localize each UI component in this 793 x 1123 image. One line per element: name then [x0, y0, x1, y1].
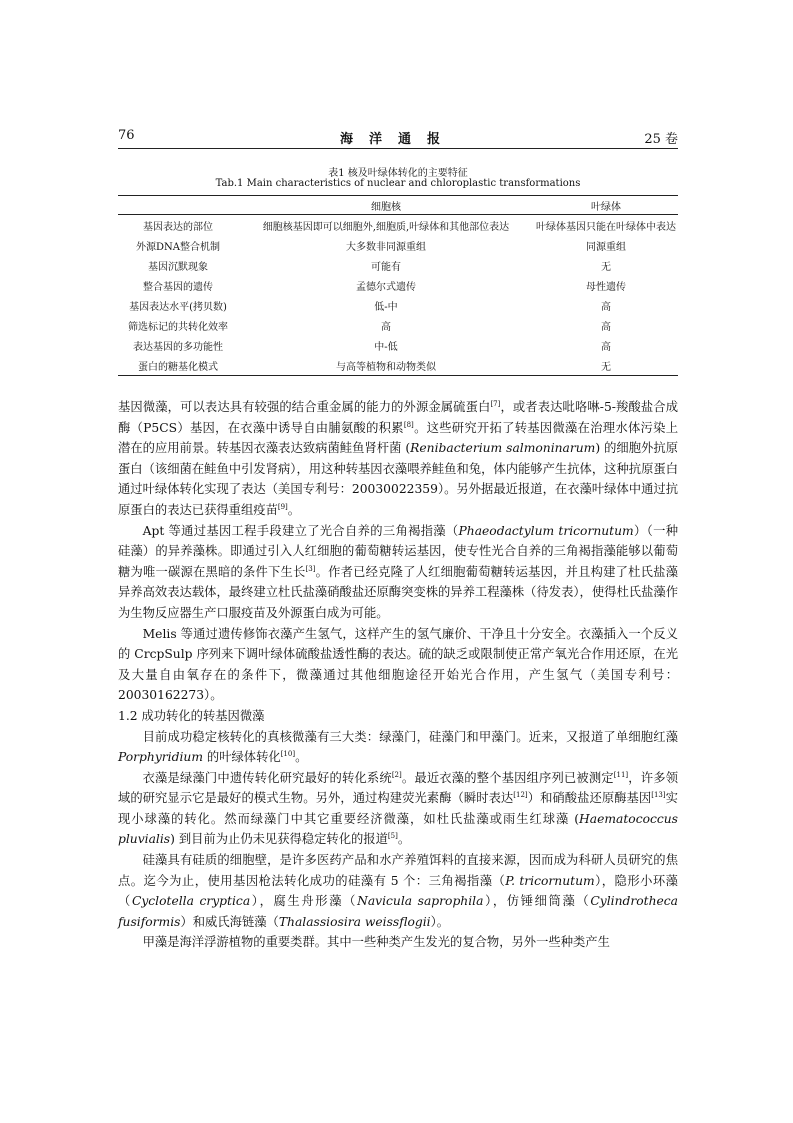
paragraph: Melis 等通过遗传修饰衣藻产生氢气，这样产生的氢气廉价、干净且十分安全。衣藻插入一个反义的 CrcpSulp 序列来下调叶绿体硫酸盐透性酶的表达。硫的缺乏或限制使正常产氧光合作用还原，在光及大量自由氧存在的条件下，微藻通过其他细胞途径开始光合作用，产生氢气（美国专利号：20030162273）。 — [118, 626, 678, 703]
table-cell: 细胞核基因即可以细胞外,细胞质,叶绿体和其他部位表达 — [262, 221, 510, 233]
species-name: Cyclotella cryptica — [131, 894, 251, 909]
table-cell: 基因表达的部位 — [143, 221, 213, 233]
column-header — [118, 196, 238, 215]
species-name: Phaeodactylum tricornutum — [458, 523, 634, 538]
header-rule — [118, 148, 678, 149]
table-cell: 蛋白的糖基化模式 — [118, 355, 238, 376]
paragraph: 甲藻是海洋浮游植物的重要类群。其中一些种类产生发光的复合物，另外一些种类产生 — [142, 935, 610, 950]
column-header: 叶绿体 — [534, 196, 678, 215]
table-row — [118, 355, 678, 376]
paragraph: 衣藻是绿藻门中遗传转化研究最好的转化系统[2]。最近衣藻的整个基因组序列已被测定[11]，许多领域的研究显示它是最好的模式生物。另外，通过构建荧光素酶（瞬时表达[12]）和硝酸盐还原酶基因[13]实现小球藻的转化。然而绿藻门中其它重要经济微藻，如杜氏盐藻或雨生红球藻 (Haematococcus pluvialis) 到目前为止仍未见获得稳定转化的报道[5]。 — [118, 770, 678, 847]
paragraph: Apt 等通过基因工程手段建立了光合自养的三角褐指藻（Phaeodactylum tricornutum）（一种硅藻）的异养藻株。即通过引入人红细胞的葡萄糖转运基因，使专性光合自养的三角褐指藻能够以葡萄糖为唯一碳源在黑暗的条件下生长[3]。作者已经克隆了人红细胞葡萄糖转运基因，并且构建了杜氏盐藻异养高效表达载体，最终建立杜氏盐藻硝酸盐还原酶突变株的异养工程藻株（待发表），使得杜氏盐藻作为生物反应器生产口服疫苗及外源蛋白成为可能。 — [118, 523, 678, 620]
citation: [11] — [613, 770, 629, 779]
table-cell: 外源DNA整合机制 — [136, 241, 220, 253]
table-cell: 高 — [381, 321, 391, 333]
paragraph: 基因微藻，可以表达具有较强的结合重金属的能力的外源金属硫蛋白[7]，或者表达吡咯啉-5-羧酸盐合成酶（P5CS）基因，在衣藻中诱导自由脯氨酸的积累[8]。这些研究开拓了转基因微藻在治理水体污染上潜在的应用前景。转基因衣藻表达致病菌鲑鱼肾杆菌 (Renibacterium salmoninarum) 的细胞外抗原蛋白（该细菌在鲑鱼中引发肾病），用这种转基因衣藻喂养鲑鱼和兔，体内能够产生抗体，这种抗原蛋白通过叶绿体转化实现了表达（美国专利号：20030022359）。另外据最近报道，在衣藻叶绿体中通过抗原蛋白的表达已获得重组疫苗[9]。 — [118, 400, 678, 517]
table-cell: 无 — [601, 261, 611, 273]
table-cell: 高 — [601, 321, 611, 333]
table-cell: 基因表达水平(拷贝数) — [129, 301, 227, 313]
table-cell: 与高等植物和动物类似 — [238, 355, 534, 376]
citation: [2] — [391, 770, 402, 779]
table-row — [118, 275, 678, 295]
table-cell: 无 — [534, 355, 678, 376]
table-cell: 整合基因的遗传 — [143, 281, 213, 293]
table-row — [118, 295, 678, 315]
table-cell: 孟德尔式遗传 — [356, 281, 416, 293]
table-cell: 高 — [601, 341, 611, 353]
table-row — [118, 335, 678, 355]
table-cell: 可能有 — [371, 261, 401, 273]
species-name: Haematococcus pluvialis — [118, 811, 678, 847]
citation: [3] — [305, 564, 316, 573]
citation: [8] — [403, 420, 414, 429]
paragraph: 目前成功稳定核转化的真核微藻有三大类：绿藻门，硅藻门和甲藻门。近来，又报道了单细胞红藻 Porphyridium 的叶绿体转化[10]。 — [118, 729, 678, 765]
table-cell: 基因沉默现象 — [148, 261, 208, 273]
citation: [9] — [277, 502, 288, 511]
table-cell: 母性遗传 — [586, 281, 626, 293]
column-header: 细胞核 — [238, 196, 534, 215]
table-cell: 低-中 — [374, 301, 398, 313]
running-header — [118, 128, 678, 148]
page-number: 76 — [118, 128, 135, 143]
table-cell: 高 — [601, 301, 611, 313]
table-cell: 筛选标记的共转化效率 — [128, 321, 228, 333]
volume-label: 25 卷 — [644, 132, 678, 147]
species-name: Thalassiosira weissflogii — [278, 914, 431, 929]
citation: [5] — [387, 832, 398, 841]
species-name: P. tricornutum — [505, 873, 595, 888]
table-caption-en: Tab.1 Main characteristics of nuclear and chloroplastic transformations — [215, 178, 581, 189]
table-row — [118, 235, 678, 255]
citation: [12] — [513, 791, 528, 800]
table-cell: 大多数非同源重组 — [346, 241, 426, 253]
table-row — [118, 255, 678, 275]
table-cell: 表达基因的多功能性 — [133, 341, 223, 353]
species-name: Renibacterium salmoninarum — [410, 441, 596, 456]
table-header-row — [118, 196, 678, 215]
species-name: Porphyridium — [118, 750, 203, 765]
journal-title: 海洋通报 — [339, 132, 456, 147]
table-cell: 叶绿体基因只能在叶绿体中表达 — [536, 221, 676, 233]
characteristics-table — [118, 196, 678, 376]
table-row — [118, 315, 678, 335]
species-name: Navicula saprophila — [357, 894, 484, 909]
citation: [13] — [651, 791, 666, 800]
paragraph: 硅藻具有硅质的细胞壁，是许多医药产品和水产养殖饵料的直接来源，因而成为科研人员研究的焦点。迄今为止，使用基因枪法转化成功的硅藻有 5 个：三角褐指藻（P. tricornutum），隐形小环藻（Cyclotella cryptica），腐生舟形藻（Navicula saprophila），仿锤细筒藻（Cylindrotheca fusiformis）和威氏海链藻（Thalassiosira weissflogii）。 — [118, 853, 678, 929]
table-cell: 同源重组 — [586, 241, 626, 253]
table-cell: 中-低 — [374, 341, 398, 353]
table-row — [118, 215, 678, 236]
body-text — [118, 397, 678, 953]
section-heading: 1.2 成功转化的转基因微藻 — [118, 708, 265, 723]
table-caption-cn: 表1 核及叶绿体转化的主要特征 — [328, 168, 468, 179]
species-name: Cylindrotheca fusiformis — [118, 894, 678, 929]
citation: [7] — [490, 400, 501, 408]
citation: [10] — [280, 750, 296, 759]
